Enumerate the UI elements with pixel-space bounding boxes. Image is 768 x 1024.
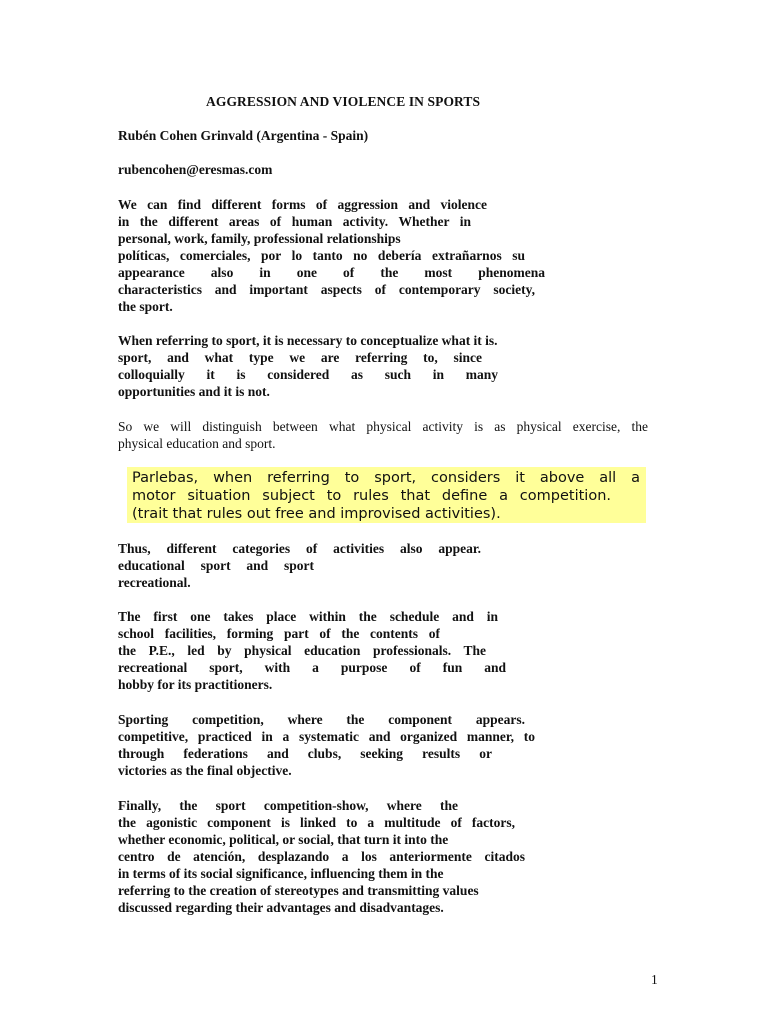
- paragraph-line: the sport.: [118, 299, 173, 314]
- paragraph-line: in terms of its social significance, influencing them in the: [118, 866, 444, 881]
- page-number: 1: [651, 972, 658, 987]
- paragraph-line: sport, and what type we are referring to, since: [118, 350, 482, 365]
- paragraph-line: So we will distinguish between what physical activity is as physical exercise, the: [118, 419, 648, 434]
- document-title: AGGRESSION AND VIOLENCE IN SPORTS: [206, 94, 481, 109]
- paragraph-2: [118, 332, 530, 400]
- paragraph-line: Finally, the sport competition-show, where the: [118, 798, 458, 813]
- paragraph-line: discussed regarding their advantages and disadvantages.: [118, 900, 444, 915]
- paragraph-3: [118, 418, 648, 452]
- paragraph-line: characteristics and important aspects of contemporary society,: [118, 282, 535, 297]
- paragraph-line: the P.E., led by physical education professionals. The: [118, 643, 486, 658]
- paragraph-line: educational sport and sport: [118, 558, 314, 573]
- paragraph-line: referring to the creation of stereotypes and transmitting values: [118, 883, 479, 898]
- paragraph-5: [118, 608, 506, 693]
- paragraph-1: [118, 196, 545, 315]
- paragraph-line: centro de atención, desplazando a los anteriormente citados: [118, 849, 525, 864]
- paragraph-line: the agonistic component is linked to a multitude of factors,: [118, 815, 515, 830]
- highlighted-quote: [127, 467, 646, 523]
- paragraph-7: [118, 797, 537, 916]
- author-email: rubencohen@eresmas.com: [118, 162, 273, 177]
- paragraph-line: personal, work, family, professional relationships: [118, 231, 401, 246]
- paragraph-line: When referring to sport, it is necessary to conceptualize what it is.: [118, 333, 498, 348]
- paragraph-line: whether economic, political, or social, that turn it into the: [118, 832, 449, 847]
- paragraph-4: [118, 540, 481, 591]
- paragraph-line: opportunities and it is not.: [118, 384, 270, 399]
- paragraph-line: competitive, practiced in a systematic and organized manner, to: [118, 729, 535, 744]
- paragraph-line: victories as the final objective.: [118, 763, 292, 778]
- quote-line: motor situation subject to rules that define a competition.: [132, 488, 611, 504]
- quote-line: Parlebas, when referring to sport, considers it above all a: [132, 470, 640, 486]
- paragraph-line: políticas, comerciales, por lo tanto no debería extrañarnos su: [118, 248, 525, 263]
- author-line: Rubén Cohen Grinvald (Argentina - Spain): [118, 128, 369, 143]
- paragraph-line: recreational.: [118, 575, 191, 590]
- paragraph-line: colloquially it is considered as such in many: [118, 367, 498, 382]
- paragraph-line: The first one takes place within the schedule and in: [118, 609, 498, 624]
- paragraph-line: in the different areas of human activity. Whether in: [118, 214, 471, 229]
- paragraph-line: Thus, different categories of activities also appear.: [118, 541, 481, 556]
- paragraph-line: school facilities, forming part of the contents of: [118, 626, 440, 641]
- paragraph-line: hobby for its practitioners.: [118, 677, 273, 692]
- paragraph-line: Sporting competition, where the component appears.: [118, 712, 525, 727]
- quote-line: (trait that rules out free and improvised activities).: [132, 506, 501, 522]
- paragraph-line: recreational sport, with a purpose of fun and: [118, 660, 506, 675]
- paragraph-line: through federations and clubs, seeking results or: [118, 746, 492, 761]
- paragraph-6: [118, 711, 535, 779]
- paragraph-line: appearance also in one of the most phenomena: [118, 265, 545, 280]
- paragraph-line: We can find different forms of aggression and violence: [118, 197, 487, 212]
- paragraph-line: physical education and sport.: [118, 436, 276, 451]
